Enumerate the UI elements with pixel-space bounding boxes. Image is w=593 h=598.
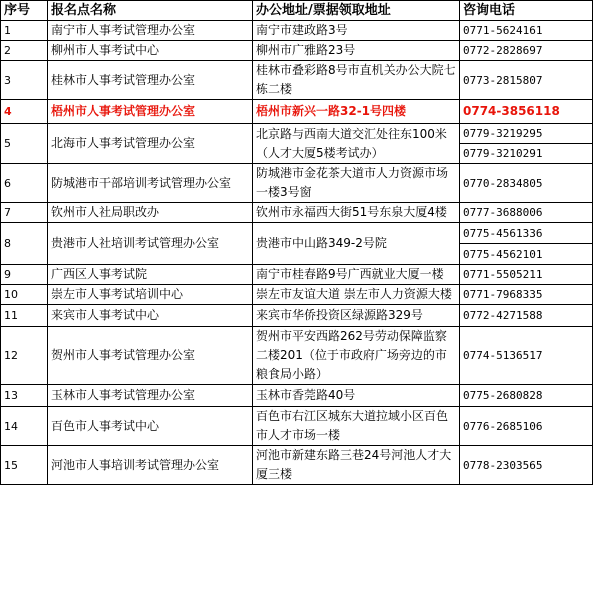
row-address: 河池市新建东路三巷24号河池人才大厦三楼	[253, 446, 460, 485]
row-name: 桂林市人事考试管理办公室	[48, 61, 253, 100]
row-name: 柳州市人事考试中心	[48, 41, 253, 61]
row-address: 贵港市中山路349-2号院	[253, 223, 460, 265]
row-name: 贵港市人社培训考试管理办公室	[48, 223, 253, 265]
table-row	[1, 446, 593, 485]
row-phone: 0773-2815807	[460, 61, 593, 100]
table-row	[1, 41, 593, 61]
row-phone: 0775-4562101	[460, 244, 593, 265]
row-name: 玉林市人事考试管理办公室	[48, 385, 253, 407]
row-phone: 0774-5136517	[460, 327, 593, 385]
header-name: 报名点名称	[48, 1, 253, 21]
row-no: 2	[1, 41, 48, 61]
table-row	[1, 203, 593, 223]
row-name: 河池市人事培训考试管理办公室	[48, 446, 253, 485]
table-row	[1, 124, 593, 144]
row-name: 广西区人事考试院	[48, 265, 253, 285]
row-phone: 0771-5505211	[460, 265, 593, 285]
row-name: 梧州市人事考试管理办公室	[48, 100, 253, 124]
row-phone: 0775-2680828	[460, 385, 593, 407]
row-phone: 0772-2828697	[460, 41, 593, 61]
row-address: 梧州市新兴一路32-1号四楼	[253, 100, 460, 124]
row-no: 3	[1, 61, 48, 100]
table-row	[1, 21, 593, 41]
row-phone: 0779-3210291	[460, 144, 593, 164]
row-no: 6	[1, 164, 48, 203]
row-phone: 0775-4561336	[460, 223, 593, 244]
row-no: 10	[1, 285, 48, 305]
row-address: 南宁市桂春路9号广西就业大厦一楼	[253, 265, 460, 285]
row-address: 柳州市广雅路23号	[253, 41, 460, 61]
row-address: 来宾市华侨投资区绿源路329号	[253, 305, 460, 327]
row-address: 玉林市香莞路40号	[253, 385, 460, 407]
row-phone: 0774-3856118	[460, 100, 593, 124]
row-name: 崇左市人事考试培训中心	[48, 285, 253, 305]
row-address: 南宁市建政路3号	[253, 21, 460, 41]
header-no: 序号	[1, 1, 48, 21]
table-row	[1, 285, 593, 305]
row-phone: 0779-3219295	[460, 124, 593, 144]
header-address: 办公地址/票据领取地址	[253, 1, 460, 21]
table-row	[1, 164, 593, 203]
row-no: 9	[1, 265, 48, 285]
row-phone: 0772-4271588	[460, 305, 593, 327]
row-name: 北海市人事考试管理办公室	[48, 124, 253, 164]
table-row	[1, 223, 593, 244]
row-address: 钦州市永福西大街51号东泉大厦4楼	[253, 203, 460, 223]
row-phone: 0771-7968335	[460, 285, 593, 305]
row-no: 12	[1, 327, 48, 385]
row-phone: 0776-2685106	[460, 407, 593, 446]
row-name: 防城港市干部培训考试管理办公室	[48, 164, 253, 203]
header-phone: 咨询电话	[460, 1, 593, 21]
row-address: 崇左市友谊大道 崇左市人力资源大楼	[253, 285, 460, 305]
row-address: 防城港市金花茶大道市人力资源市场一楼3号窗	[253, 164, 460, 203]
row-no: 7	[1, 203, 48, 223]
table-row	[1, 327, 593, 385]
row-no: 8	[1, 223, 48, 265]
row-address: 北京路与西南大道交汇处往东100米（人才大厦5楼考试办）	[253, 124, 460, 164]
table-row	[1, 61, 593, 100]
row-address: 贺州市平安西路262号劳动保障监察二楼201（位于市政府广场旁边的市粮食局小路）	[253, 327, 460, 385]
row-no: 15	[1, 446, 48, 485]
table-row	[1, 385, 593, 407]
table-row	[1, 407, 593, 446]
row-phone: 0771-5624161	[460, 21, 593, 41]
row-address: 百色市右江区城东大道拉域小区百色市人才市场一楼	[253, 407, 460, 446]
row-phone: 0777-3688006	[460, 203, 593, 223]
row-name: 百色市人事考试中心	[48, 407, 253, 446]
row-no: 1	[1, 21, 48, 41]
row-address: 桂林市叠彩路8号市直机关办公大院七栋二楼	[253, 61, 460, 100]
table-row	[1, 305, 593, 327]
row-name: 南宁市人事考试管理办公室	[48, 21, 253, 41]
row-no: 13	[1, 385, 48, 407]
table-row	[1, 265, 593, 285]
row-name: 来宾市人事考试中心	[48, 305, 253, 327]
row-no: 5	[1, 124, 48, 164]
row-name: 钦州市人社局职改办	[48, 203, 253, 223]
row-phone: 0770-2834805	[460, 164, 593, 203]
row-no: 11	[1, 305, 48, 327]
row-no: 14	[1, 407, 48, 446]
row-name: 贺州市人事考试管理办公室	[48, 327, 253, 385]
row-no: 4	[1, 100, 48, 124]
row-phone: 0778-2303565	[460, 446, 593, 485]
header-row	[1, 1, 593, 21]
table-row-highlighted	[1, 100, 593, 124]
